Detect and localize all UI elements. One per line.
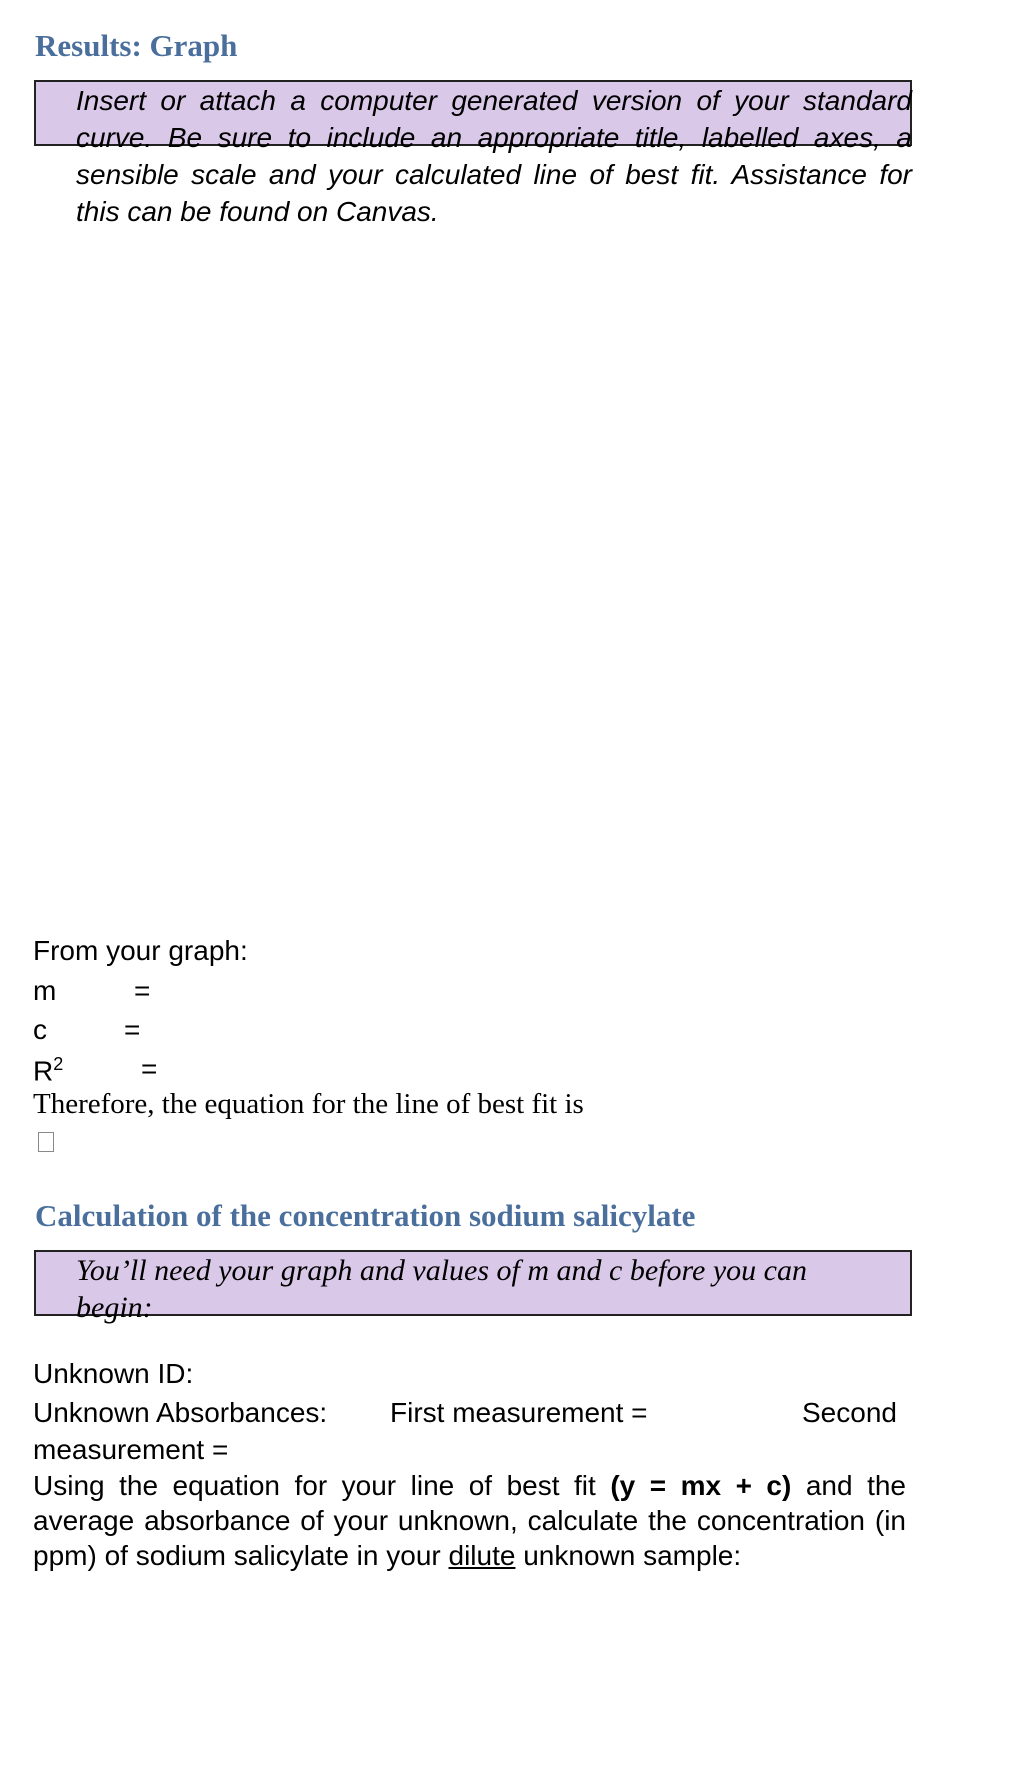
para-middle: and the average absorbance of your unknown, calculate the concentration (in ppm) of sodium salicylate in your: [33, 1470, 907, 1571]
equation-sentence: Therefore, the equation for the line of best fit is: [33, 1088, 584, 1120]
first-measurement-label: First measurement =: [390, 1397, 648, 1428]
para-underlined-dilute: dilute: [448, 1540, 516, 1571]
c-label: c: [33, 1014, 47, 1045]
m-label: m: [33, 975, 57, 1006]
from-graph-intro: From your graph:: [33, 935, 248, 966]
second-measurement-continuation: measurement =: [33, 1434, 229, 1465]
graph-instruction-text: Insert or attach a computer generated version of your standard curve. Be sure to include an appropriate title, labelled axes, a sensible scale and your calculated line of best fit. Assistance for this can be found on Canvas.: [76, 85, 912, 227]
second-measurement-label: Second: [802, 1397, 897, 1428]
equation-placeholder-checkbox[interactable]: [38, 1132, 54, 1152]
para-end: unknown sample:: [515, 1540, 742, 1571]
results-graph-heading: Results: Graph: [35, 28, 238, 63]
calculation-instruction-text: You’ll need your graph and values of m and c before you can begin:: [76, 1254, 808, 1324]
r-squared-equals: =: [141, 1053, 158, 1084]
para-before-eq: Using the equation for your line of best fit: [33, 1470, 611, 1501]
calculation-heading: Calculation of the concentration sodium salicylate: [35, 1198, 696, 1233]
c-equals: =: [124, 1014, 141, 1045]
m-equals: =: [134, 975, 151, 1006]
r-superscript: 2: [53, 1054, 64, 1074]
para-equation: (y = mx + c): [610, 1470, 792, 1501]
unknown-absorbances-label: Unknown Absorbances:: [33, 1397, 328, 1428]
unknown-id-label: Unknown ID:: [33, 1358, 194, 1389]
r-squared-label: [33, 1055, 63, 1085]
r-letter: R: [33, 1055, 54, 1087]
calculation-paragraph: [33, 1468, 906, 1573]
